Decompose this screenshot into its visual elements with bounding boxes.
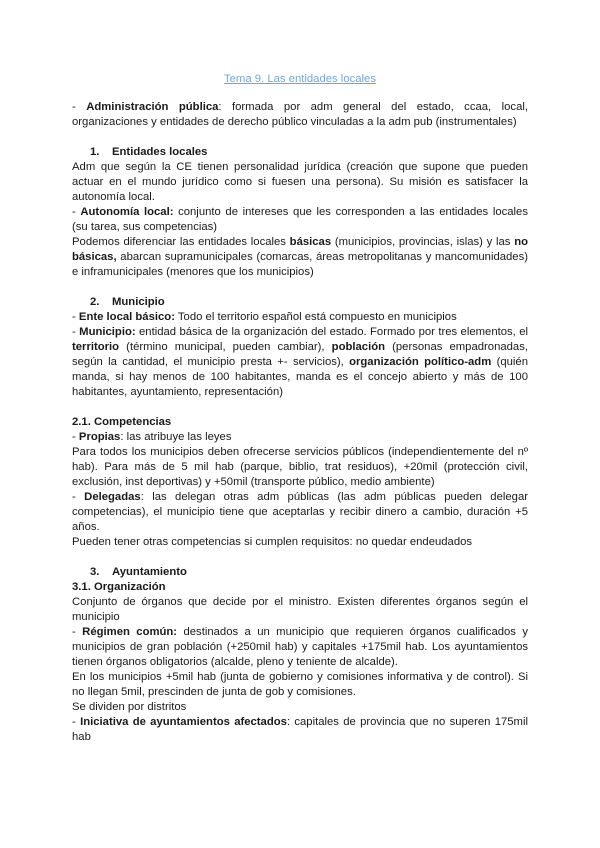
term-ente-local: Ente local básico:: [78, 311, 175, 323]
paragraph-delegadas: - Delegadas: las delegan otras adm públicas (las adm públicas pueden delegar competencias), el municipio tiene que aceptarlas y recibir dinero a cambio, duración +5 años.: [72, 491, 528, 533]
term-delegadas: Delegadas: [84, 491, 141, 503]
paragraph-servicios: Para todos los municipios deben ofrecerse servicios públicos (independientemente del nº hab). Para más de 5 mil hab (parque, biblio, trat residuos), +20mil (protección civil, exclusión, inst deportivas) y +50mil (transporte público, medio ambiente): [72, 446, 528, 488]
heading-municipio: [72, 295, 528, 310]
paragraph-otras-competencias: Pueden tener otras competencias si cumplen requisitos: no quedar endeudados: [72, 536, 473, 548]
paragraph-conjunto-organos: Conjunto de órganos que decide por el ministro. Existen diferentes órganos según el municipio: [72, 596, 528, 623]
text: Todo el territorio español está compuesto en municipios: [174, 311, 457, 323]
heading-text: Entidades locales: [112, 146, 208, 158]
text: : las atribuye las leyes: [120, 431, 232, 443]
paragraph-municipios-5mil: En los municipios +5mil hab (junta de gobierno y comisiones informativa y de control). Si no llegan 5mil, prescinden de junta de gob y comisiones.: [72, 671, 528, 698]
heading-ayuntamiento: [72, 565, 528, 580]
paragraph-municipio: - Municipio: entidad básica de la organización del estado. Formado por tres elementos, el territorio (término municipal, pueden cambiar), población (personas empadronadas, según la cantidad, el municipio presta +- servicios), organización político-adm (quién manda, si hay menos de 100 habitantes, manda es el concejo abierto y más de 100 habitantes, ayuntamiento, representación): [72, 326, 528, 398]
heading-text: Municipio: [112, 296, 165, 308]
paragraph-iniciativa: - Iniciativa de ayuntamientos afectados: capitales de provincia que no superen 175mil hab: [72, 716, 528, 743]
text: (quién manda, si hay menos de 100 habitantes, manda es el concejo abierto y más de 100 habitantes, ayuntamiento, representación): [72, 356, 528, 398]
heading-number: 3.: [90, 566, 100, 578]
term-territorio: territorio: [72, 341, 120, 353]
document-title: Tema 9. Las entidades locales: [224, 73, 376, 85]
text: destinados a un municipio que requieren órganos cualificados y municipios de gran población (+250mil hab) y capitales +175mil hab. Los ayuntamientos tienen órganos obligatorios (alcalde, pleno y teniente de alcalde).: [72, 626, 528, 668]
term-basicas: básicas: [289, 236, 332, 248]
text: Podemos diferenciar las entidades locales: [72, 236, 290, 248]
text: : las delegan otras adm públicas (las adm públicas pueden delegar competencias), el municipio tiene que aceptarlas y recibir dinero a cambio, duración +5 años.: [72, 491, 528, 533]
text: (término municipal, pueden cambiar),: [119, 341, 332, 353]
heading-number: 1.: [90, 146, 100, 158]
heading-entidades-locales: [72, 145, 528, 160]
text: abarcan supramunicipales (comarcas, áreas metropolitanas y mancomunidades) e inframunicipales (menores que los municipios): [72, 251, 528, 278]
text: conjunto de intereses que les corresponden a las entidades locales (su tarea, sus competencias): [72, 206, 528, 233]
term-no-basicas: no básicas,: [72, 236, 528, 263]
term-organizacion: organización político-adm: [349, 356, 492, 368]
term-autonomia: Autonomía local:: [80, 206, 174, 218]
term-municipio: Municipio:: [79, 326, 136, 338]
paragraph-diferenciar: [72, 235, 528, 280]
paragraph-administracion: - Administración pública: formada por adm general del estado, ccaa, local, organizaciones y entidades de derecho público vinculadas a la adm pub (instrumentales): [72, 101, 528, 128]
document-body: [72, 72, 528, 745]
paragraph-regimen-comun: - Régimen común: destinados a un municipio que requieren órganos cualificados y municipios de gran población (+250mil hab) y capitales +175mil hab. Los ayuntamientos tienen órganos obligatorios (alcalde, pleno y teniente de alcalde).: [72, 626, 528, 668]
term-propias: Propias: [78, 431, 121, 443]
paragraph-propias: - Propias: las atribuye las leyes: [72, 431, 232, 443]
text: entidad básica de la organización del estado. Formado por tres elementos, el: [135, 326, 528, 338]
term-regimen-comun: Régimen común:: [82, 626, 178, 638]
text: : capitales de provincia que no superen 175mil hab: [72, 716, 528, 743]
paragraph-adm-ce: Adm que según la CE tienen personalidad jurídica (creación que supone que pueden actuar en el mundo jurídico como si fuesen una persona). Su misión es satisfacer la autonomía local.: [72, 161, 528, 203]
text: : formada por adm general del estado, ccaa, local, organizaciones y entidades de derecho público vinculadas a la adm pub (instrumentales): [72, 101, 528, 128]
paragraph-ente-local: - Ente local básico: Todo el territorio español está compuesto en municipios: [72, 311, 457, 323]
paragraph-autonomia: - Autonomía local: conjunto de intereses que les corresponden a las entidades locales (su tarea, sus competencias): [72, 206, 528, 233]
paragraph-distritos: Se dividen por distritos: [72, 701, 187, 713]
text: (municipios, provincias, islas) y las: [331, 236, 515, 248]
term-poblacion: población: [331, 341, 386, 353]
heading-text: Ayuntamiento: [112, 566, 187, 578]
heading-organizacion: 3.1. Organización: [72, 581, 166, 593]
term-administracion: Administración pública: [86, 101, 219, 113]
heading-number: 2.: [90, 296, 100, 308]
heading-competencias: 2.1. Competencias: [72, 416, 172, 428]
text: (personas empadronadas, según la cantidad, el municipio presta +- servicios),: [72, 341, 528, 368]
term-iniciativa: Iniciativa de ayuntamientos afectados: [80, 716, 287, 728]
